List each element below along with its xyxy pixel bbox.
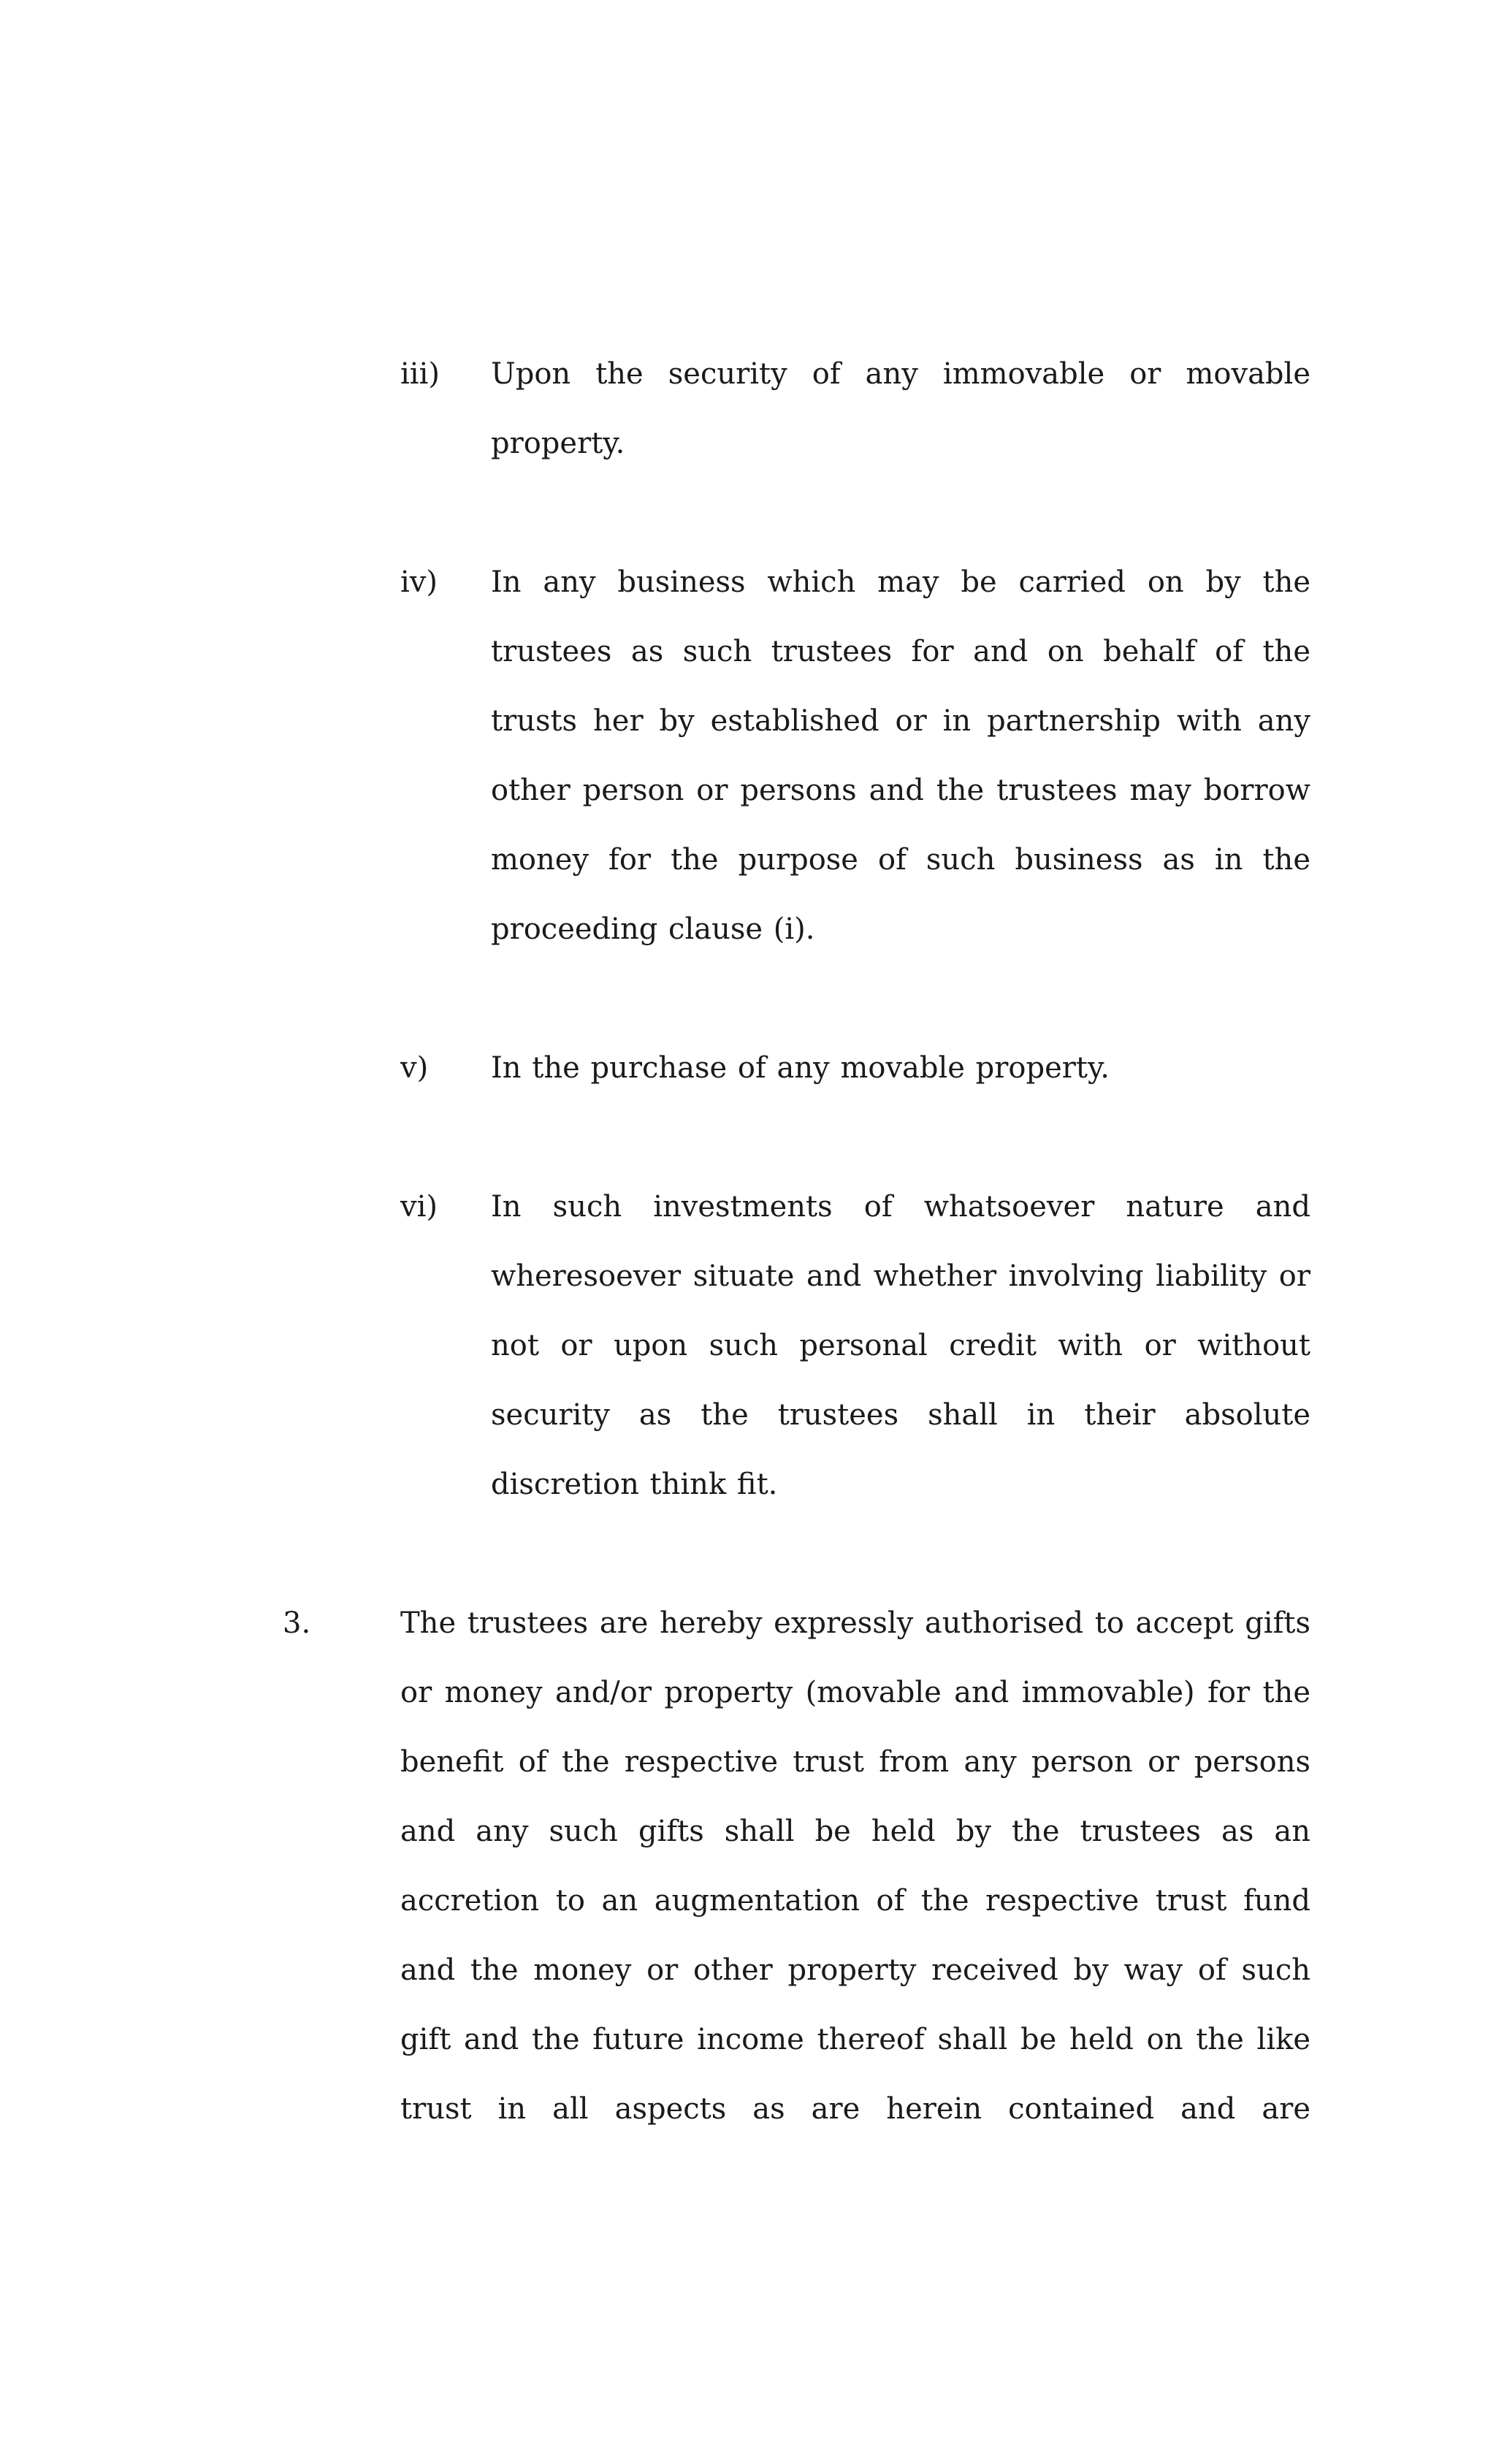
clause-text: In such investments of whatsoever nature and wheresoever situate and whether involving liability or not or upon such personal credit with or without security as the trustees shall in their absolute discretion think fit.: [491, 1190, 1310, 1501]
clause-text: In the purchase of any movable property.: [491, 1051, 1110, 1085]
clause-label: v): [400, 1051, 429, 1085]
clause-text: In any business which may be carried on by the trustees as such trustees for and on behalf of the trusts her by established or in partnership with any other person or persons and the trustees may borrow money for the purpose of such business as in the proceeding clause (i).: [491, 565, 1310, 946]
clause-text: Upon the security of any immovable or movable property.: [491, 357, 1310, 460]
clause-label: vi): [400, 1190, 438, 1224]
section-text: The trustees are hereby expressly authorised to accept gifts or money and/or property (movable and immovable) for the benefit of the respective trust from any person or persons and any such gifts shall be held by the trustees as an accretion to an augmentation of the respective trust fund and the money or other property received by way of such gift and the future income thereof shall be held on the like trust in all aspects as are herein contained and are: [400, 1606, 1310, 2126]
clause-label: iv): [400, 565, 438, 599]
section-number: 3.: [283, 1606, 311, 1640]
clause-label: iii): [400, 357, 440, 391]
